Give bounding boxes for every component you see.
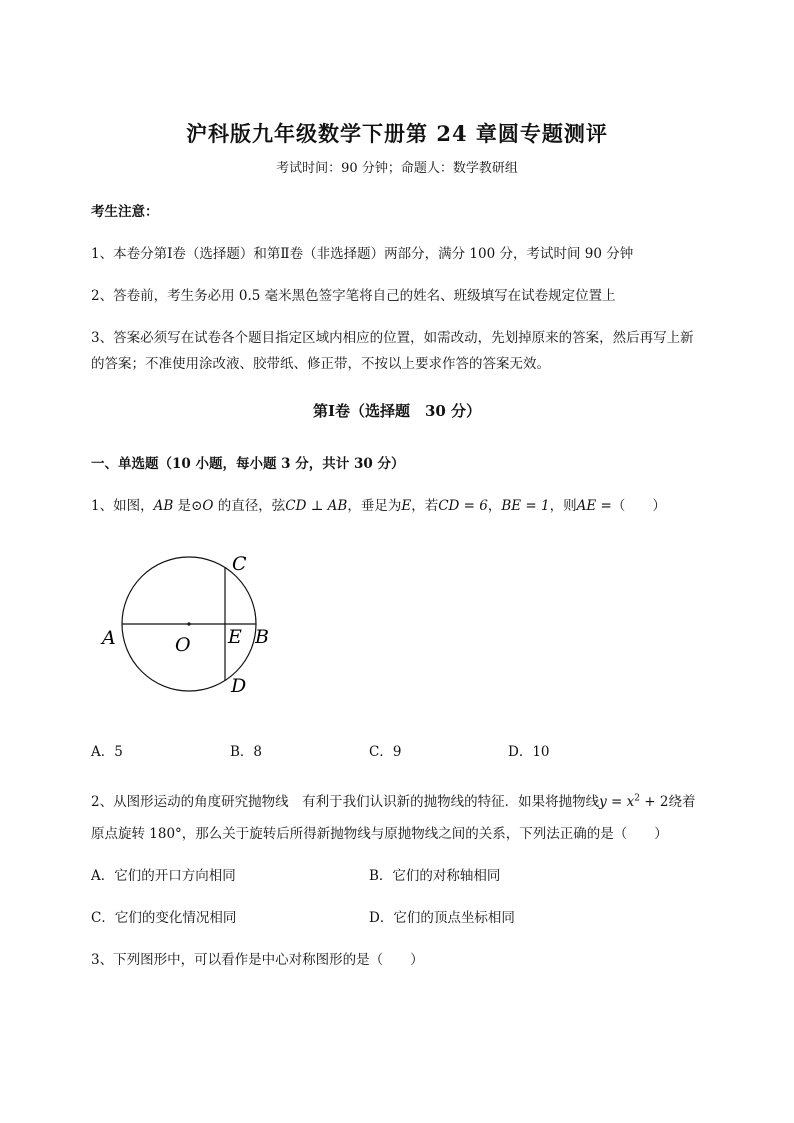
label-o: O [175, 634, 191, 656]
q2-option-c[interactable]: C．它们的变化情况相同 [91, 910, 237, 926]
q1-e: E [401, 498, 412, 514]
label-c: C [232, 553, 247, 575]
q2-text-start: 2、从图形运动的角度研究抛物线 有利于我们认识新的抛物线的特征．如果将抛物线 [91, 794, 600, 810]
section-title: 第Ⅰ卷（选择题 30 分） [312, 402, 482, 420]
question-3: 3、下列图形中，可以看作是中心对称图形的是（ ） [91, 952, 424, 968]
q1-ask: AE = [576, 498, 612, 514]
page-title: 沪科版九年级数学下册第 24 章圆专题测评 [186, 121, 608, 146]
q1-is: 是 [173, 498, 192, 514]
q1-answer-blank: （ ） [611, 498, 666, 514]
q1-if-text: ，若 [411, 498, 439, 514]
q1-circle: ⊙O [191, 498, 214, 514]
q2-formula-y: y = x [599, 794, 635, 810]
question-2-line-2: 原点旋转 180°，那么关于旋转后所得新抛物线与原抛物线之间的关系，下列法正确的是（ ） [91, 826, 668, 842]
q1-then-text: ，则 [549, 498, 577, 514]
label-d: D [231, 675, 247, 697]
q1-option-c[interactable]: C．9 [369, 744, 402, 760]
q1-option-d[interactable]: D．10 [508, 744, 550, 760]
q2-option-a[interactable]: A．它们的开口方向相同 [91, 868, 236, 884]
q1-condition-be: BE = 1 [501, 498, 550, 514]
q2-formula-exponent: 2 [634, 793, 640, 804]
part-title: 一、单选题（10 小题，每小题 3 分，共计 30 分） [91, 456, 405, 472]
q2-option-b[interactable]: B．它们的对称轴相同 [369, 868, 501, 884]
circle-figure [95, 545, 285, 705]
label-e: E [228, 626, 242, 648]
notice-heading: 考生注意： [91, 204, 159, 220]
q1-condition-cd: CD = 6 [438, 498, 488, 514]
question-2-line-1 [91, 790, 695, 810]
notice-item-3-continued: 的答案；不准使用涂改液、胶带纸、修正带，不按以上要求作答的答案无效。 [91, 356, 550, 372]
q1-cd-perp-ab: CD ⊥ AB [285, 498, 348, 514]
label-b: B [255, 626, 269, 648]
notice-item-2: 2、答卷前，考生务必用 0.5 毫米黑色签字笔将自己的姓名、班级填写在试卷规定位置上 [91, 288, 616, 304]
q1-diameter-text: 的直径，弦 [213, 498, 286, 514]
q1-option-b[interactable]: B．8 [230, 744, 263, 760]
label-a: A [102, 627, 116, 649]
question-1 [91, 494, 666, 514]
center-point [187, 622, 190, 625]
q2-formula-rest: + 2 [639, 794, 669, 810]
q1-option-a[interactable]: A．5 [91, 744, 123, 760]
exam-info: 考试时间：90 分钟；命题人：数学教研组 [276, 161, 518, 176]
q2-text-end: 绕着 [668, 794, 696, 810]
q1-ab: AB [153, 498, 174, 514]
q1-foot-text: ，垂足为 [347, 498, 402, 514]
q1-prefix: 1、如图， [91, 498, 154, 514]
q2-option-d[interactable]: D．它们的顶点坐标相同 [369, 910, 515, 926]
q1-separator: ， [487, 498, 502, 514]
notice-item-1: 1、本卷分第Ⅰ卷（选择题）和第Ⅱ卷（非选择题）两部分，满分 100 分，考试时间 90 分钟 [91, 246, 634, 262]
notice-item-3: 3、答案必须写在试卷各个题目指定区域内相应的位置，如需改动，先划掉原来的答案，然后再写上新 [91, 330, 694, 346]
